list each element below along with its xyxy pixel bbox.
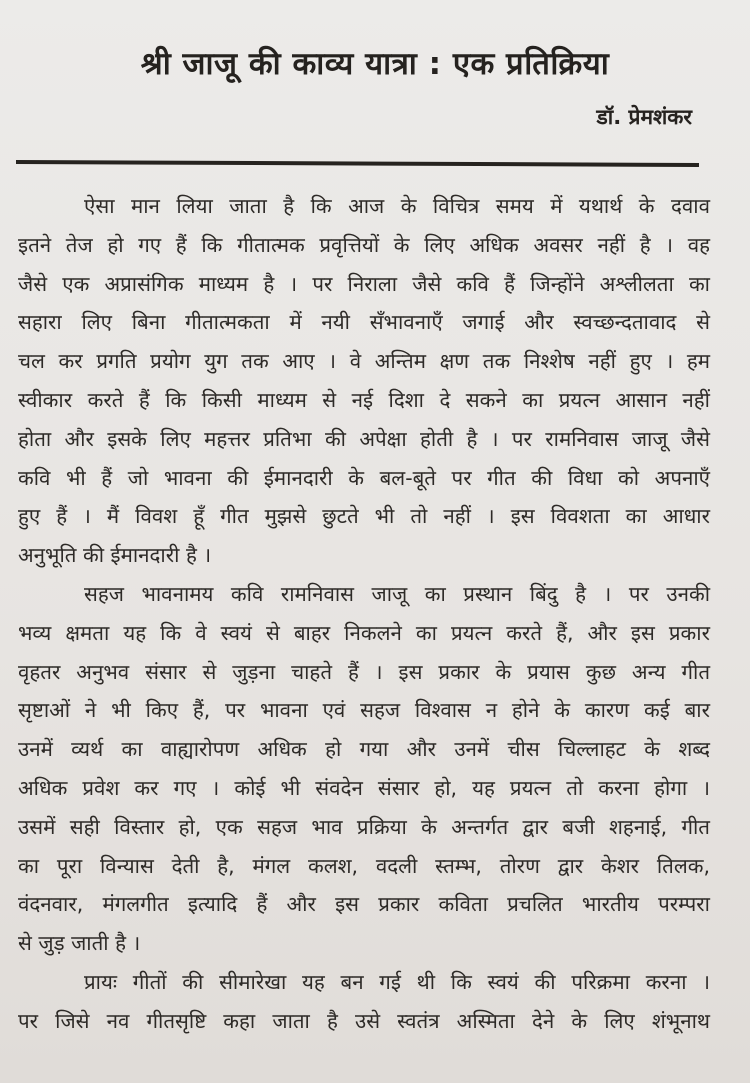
text-line: का पूरा विन्यास देती है, मंगल कलश, वदली स्तम्भ, तोरण द्वार केशर तिलक, <box>18 853 710 878</box>
article-body <box>18 187 710 1041</box>
title-divider <box>16 160 699 167</box>
text-line: से जुड़ जाती है । <box>18 931 141 956</box>
text-line: भव्य क्षमता यह कि वे स्वयं से बाहर निकलने का प्रयत्न करते हैं, और इस प्रकार <box>18 620 710 645</box>
text-line: उसमें सही विस्तार हो, एक सहज भाव प्रक्रिया के अन्तर्गत द्वार बजी शहनाई, गीत <box>18 814 710 839</box>
text-line: अधिक प्रवेश कर गए । कोई भी संवदेन संसार हो, यह प्रयत्न तो करना होगा । <box>18 775 710 800</box>
text-line: होता और इसके लिए महत्तर प्रतिभा की अपेक्षा होती है । पर रामनिवास जाजू जैसे <box>18 426 710 451</box>
article-title: श्री जाजू की काव्य यात्रा : एक प्रतिक्रिया <box>140 46 610 82</box>
text-line: जैसे एक अप्रासंगिक माध्यम है । पर निराला जैसे कवि हैं जिन्होंने अश्लीलता का <box>18 271 710 296</box>
text-line: सृष्टाओं ने भी किए हैं, पर भावना एवं सहज विश्वास न होने के कारण कई बार <box>18 698 710 723</box>
text-line: सहज भावनामय कवि रामनिवास जाजू का प्रस्थान बिंदु है । पर उनकी <box>84 581 710 606</box>
author-name: डॉ. प्रेमशंकर <box>596 105 692 129</box>
text-line: वंदनवार, मंगलगीत इत्यादि हैं और इस प्रकार कविता प्रचलित भारतीय परम्परा <box>18 892 710 917</box>
text-line: चल कर प्रगति प्रयोग युग तक आए । वे अन्तिम क्षण तक निश्शेष नहीं हुए । हम <box>18 349 710 374</box>
text-line: वृहतर अनुभव संसार से जुड़ना चाहते हैं । इस प्रकार के प्रयास कुछ अन्य गीत <box>18 659 710 684</box>
text-line: ऐसा मान लिया जाता है कि आज के विचित्र समय में यथार्थ के दवाव <box>84 194 710 218</box>
text-line: कवि भी हैं जो भावना की ईमानदारी के बल-बूते पर गीत की विधा को अपनाएँ <box>18 465 710 490</box>
text-line: पर जिसे नव गीतसृष्टि कहा जाता है उसे स्वतंत्र अस्मिता देने के लिए शंभूनाथ <box>18 1008 710 1033</box>
text-line: स्वीकार करते हैं कि किसी माध्यम से नई दिशा दे सकने का प्रयत्न आसान नहीं <box>18 387 710 412</box>
text-line: उनमें व्यर्थ का वाह्यारोपण अधिक हो गया और उनमें चीस चिल्लाहट के शब्द <box>18 737 710 762</box>
text-line: सहारा लिए बिना गीतात्मकता में नयी सँभावनाएँ जगाई और स्वच्छन्दतावाद से <box>18 310 710 335</box>
text-line: अनुभूति की ईमानदारी है । <box>18 543 212 568</box>
text-line: इतने तेज हो गए हैं कि गीतात्मक प्रवृत्तियों के लिए अधिक अवसर नहीं है । वह <box>18 232 710 257</box>
text-line: हुए हैं । मैं विवश हूँ गीत मुझसे छुटते भी तो नहीं । इस विवशता का आधार <box>18 504 710 529</box>
text-line: प्रायः गीतों की सीमारेखा यह बन गई थी कि स्वयं की परिक्रमा करना । <box>84 969 710 994</box>
